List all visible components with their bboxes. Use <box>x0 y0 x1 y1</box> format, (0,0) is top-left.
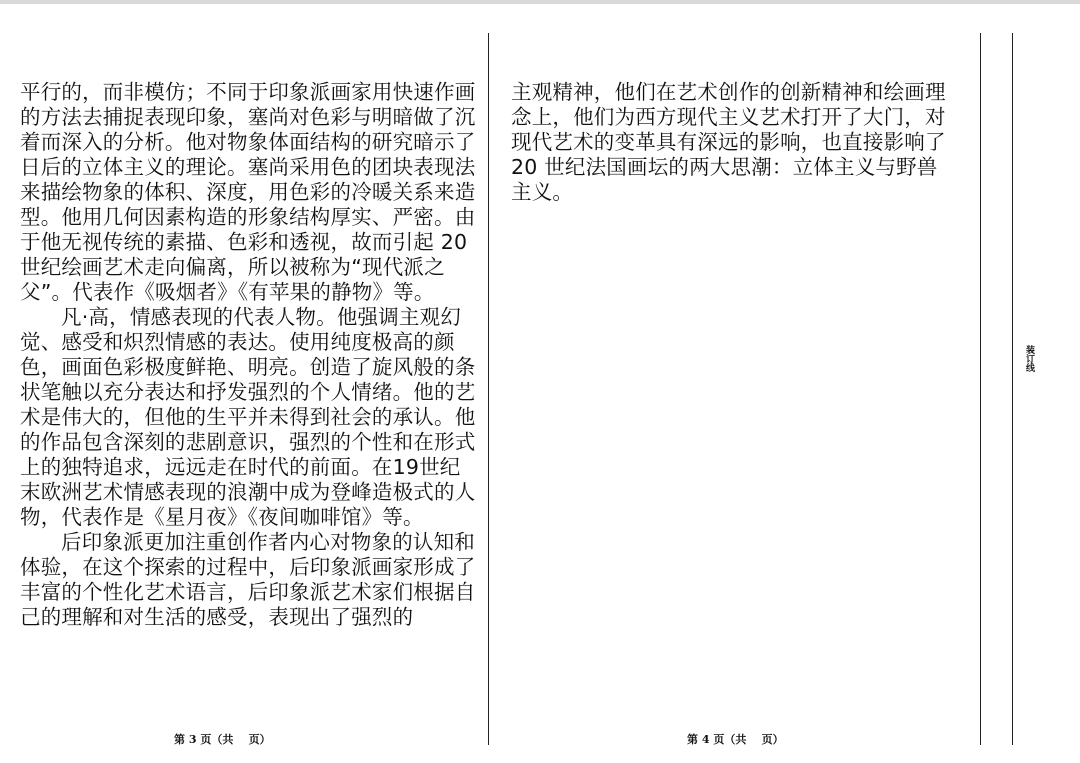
page-number-left: 第 3 页（共 页） <box>174 733 271 746</box>
paragraph-van-gogh: 凡·高，情感表现的代表人物。他强调主观幻觉、感受和炽烈情感的表达。使用纯度极高的颜色，画面色彩极度鲜艳、明亮。创造了旋风般的条状笔触以充分表达和抒发强烈的个人情绪。他的艺术是伟大的，但他的生平并未得到社会的承认。他的作品包含深刻的悲剧意识，强烈的个性和在形式上的独特追求，远远走在时代的前面。在19世纪末欧洲艺术情感表现的浪潮中成为登峰造极式的人物，代表作是《星月夜》《夜间咖啡馆》等。 <box>20 305 476 529</box>
binding-line-right <box>1012 33 1013 745</box>
right-page-text <box>511 80 957 205</box>
page-divider <box>488 33 489 745</box>
page-number-right: 第 4 页（共 页） <box>687 733 784 746</box>
paragraph-post-impressionism: 后印象派更加注重创作者内心对物象的认知和体验，在这个探索的过程中，后印象派画家形成了丰富的个性化艺术语言，后印象派艺术家们根据自己的理解和对生活的感受，表现出了强烈的 <box>20 530 476 629</box>
paragraph-cezanne: 平行的，而非模仿；不同于印象派画家用快速作画的方法去捕捉表现印象，塞尚对色彩与明暗做了沉着而深入的分析。他对物象体面结构的研究暗示了日后的立体主义的理论。塞尚采用色的团块表现法来描绘物象的体积、深度，用色彩的冷暖关系来造型。他用几何因素构造的形象结构厚实、严密。由于他无视传统的素描、色彩和透视，故而引起 20 世纪绘画艺术走向偏离，所以被称为“现代派之父”。代表作《吸烟者》《有苹果的静物》等。 <box>20 80 476 304</box>
binding-line-left <box>980 33 981 745</box>
left-page-text <box>20 80 478 630</box>
top-border <box>0 0 1080 4</box>
paragraph-continuation: 主观精神，他们在艺术创作的创新精神和绘画理念上，他们为西方现代主义艺术打开了大门，对现代艺术的变革具有深远的影响，也直接影响了 20 世纪法国画坛的两大思潮：立体主义与野兽主义。 <box>511 80 946 204</box>
binding-label: 装订线 <box>1024 345 1034 372</box>
